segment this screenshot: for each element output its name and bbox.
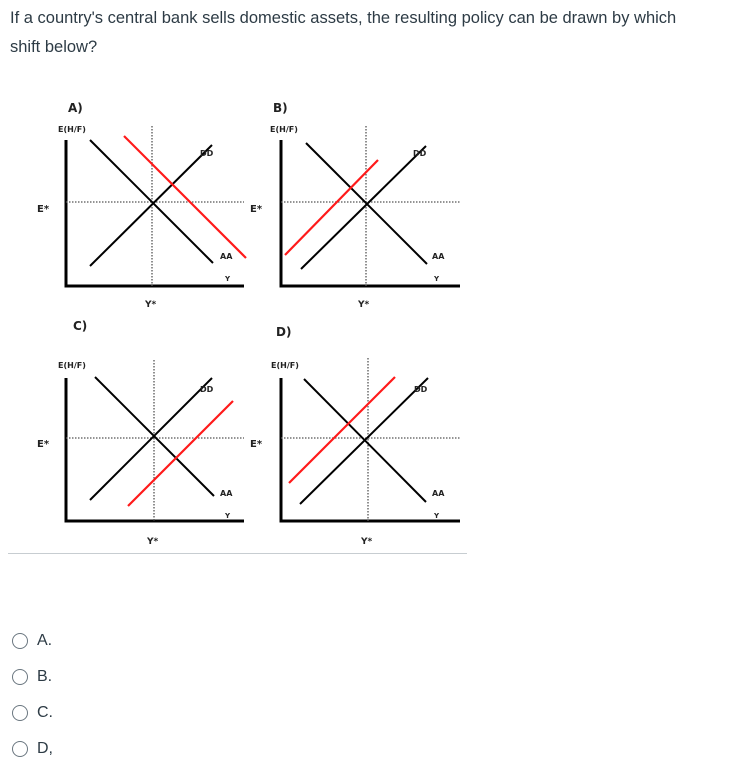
answer-option-d[interactable]	[12, 731, 53, 767]
panel-c	[37, 319, 244, 547]
figure-divider	[8, 553, 467, 554]
answer-label: D,	[37, 740, 53, 757]
panel-a-shifted-dd-curve	[124, 136, 246, 258]
panel-d-x-axis-label: Y	[434, 512, 440, 520]
panel-b	[250, 101, 460, 310]
panel-b-y-star-label: Y*	[358, 300, 370, 310]
panel-a	[37, 101, 246, 310]
answer-option-c[interactable]	[12, 695, 53, 731]
panel-c-label: C)	[73, 319, 88, 333]
panel-c-x-axis-label: Y	[225, 512, 231, 520]
answer-option-a[interactable]	[12, 623, 53, 659]
panel-d-label: D)	[276, 325, 292, 339]
radio-button[interactable]	[12, 633, 28, 649]
panel-b-dd-label: DD	[413, 149, 427, 158]
ad-aa-diagram-figure	[0, 88, 470, 558]
panel-b-aa-curve	[301, 146, 426, 269]
panel-a-y-star-label: Y*	[145, 300, 157, 310]
panel-a-e-star-label: E*	[37, 204, 50, 215]
panel-b-label: B)	[273, 101, 288, 115]
radio-button[interactable]	[12, 669, 28, 685]
panel-c-aa-label: AA	[220, 489, 233, 498]
panel-c-y-axis-label: E(H/F)	[58, 361, 86, 370]
panel-d-aa-label: AA	[432, 489, 445, 498]
panel-b-e-star-label: E*	[250, 204, 263, 215]
panel-c-e-star-label: E*	[37, 439, 50, 450]
panel-a-y-axis-label: E(H/F)	[58, 125, 86, 134]
question-text: If a country's central bank sells domestic assets, the resulting policy can be drawn by which shift below?	[10, 9, 677, 56]
panel-c-dd-label: DD	[200, 385, 214, 394]
panel-c-y-star-label: Y*	[147, 537, 159, 547]
panel-d-dd-label: DD	[414, 385, 428, 394]
panel-a-label: A)	[68, 101, 83, 115]
answer-label: A.	[37, 632, 53, 649]
panel-b-y-axis-label: E(H/F)	[270, 125, 298, 134]
panel-a-aa-label: AA	[220, 252, 233, 261]
radio-button[interactable]	[12, 705, 28, 721]
panel-c-shifted-aa-curve	[128, 401, 233, 506]
answer-options	[12, 623, 53, 767]
panel-d	[250, 325, 460, 547]
panel-b-x-axis-label: Y	[434, 275, 440, 283]
panel-d-shifted-aa-curve	[289, 377, 395, 483]
answer-label: B.	[37, 668, 53, 685]
answer-option-b[interactable]	[12, 659, 53, 695]
panel-d-y-axis-label: E(H/F)	[271, 361, 299, 370]
panel-d-y-star-label: Y*	[361, 537, 373, 547]
panel-a-x-axis-label: Y	[225, 275, 231, 283]
panel-a-dd-label: DD	[200, 149, 214, 158]
panel-d-e-star-label: E*	[250, 439, 263, 450]
answer-label: C.	[37, 704, 53, 721]
panel-b-aa-label: AA	[432, 252, 445, 261]
radio-button[interactable]	[12, 741, 28, 757]
